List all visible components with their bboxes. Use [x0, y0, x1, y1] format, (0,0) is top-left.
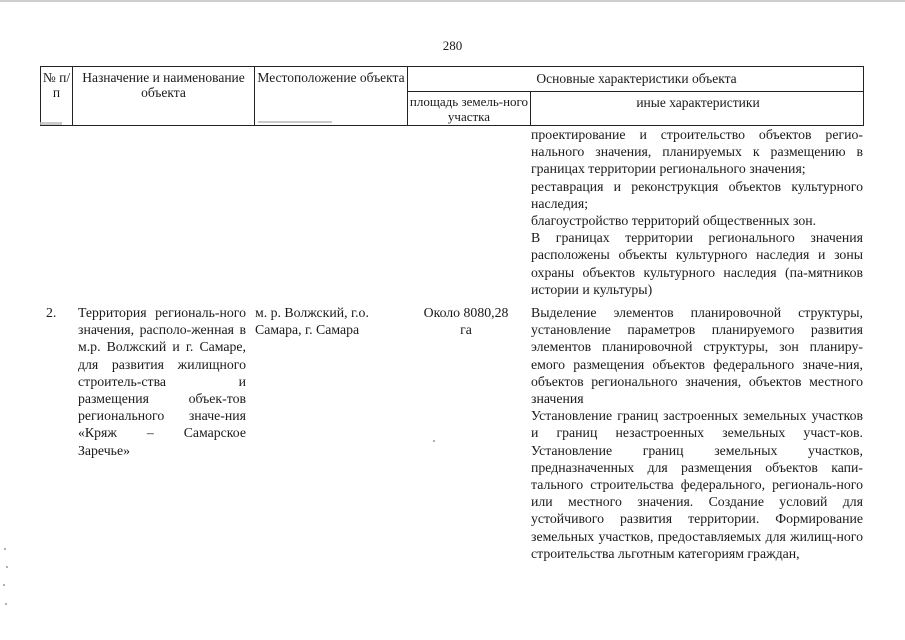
row-other-characteristics	[531, 304, 863, 562]
row-other-paragraph: Установление границ застроенных земельных участков и границ незастроенных земельных участ-ков. Установление границ земельных участков, предназначенных для размещения объектов капи-тального строительства федерального, региональ-ного или местного значения. Создание условий для устойчивого развития территории. Формирование земельных участков, предоставляемых для жилищ-ного строительства льготным категориям граждан,	[531, 408, 863, 561]
row-object-name: Территория региональ-ного значения, располо-женная в м.р. Волжский и г. Самаре, для развития жилищного строитель-ства и размещения объек-тов регионального значе-ния «Кряж – Самарское Заречье»	[78, 305, 246, 458]
continuation-text	[531, 126, 863, 298]
page-top-border	[0, 0, 905, 2]
row-other-paragraph: Выделение элементов планировочной структуры, установление параметров планируемого развития элементов планировочной структуры, зон планиру-емого размещения объектов федерального значе-ния, объектов регионального значения, объектов местного значения	[531, 305, 863, 407]
header-characteristics: Основные характеристики объекта	[536, 71, 737, 86]
header-area: площадь земель-ного участка	[409, 94, 529, 124]
page-number: 280	[442, 38, 463, 53]
header-other: иные характеристики	[636, 95, 760, 110]
scan-artifact	[3, 584, 5, 586]
scan-artifact	[258, 121, 332, 123]
table-header	[40, 66, 864, 126]
row-location: м. р. Волжский, г.о. Самара, г. Самара	[255, 305, 369, 338]
scan-artifact	[5, 603, 7, 605]
header-subdivider	[407, 91, 863, 92]
scan-artifact	[6, 566, 8, 568]
continuation-paragraph: благоустройство территорий общественных зон.	[531, 213, 817, 229]
header-num: № п/п	[42, 70, 71, 100]
header-location: Местоположение объекта	[257, 70, 405, 85]
header-name: Назначение и наименование объекта	[82, 70, 245, 100]
scan-artifact	[433, 440, 435, 442]
row-number: 2.	[46, 305, 57, 320]
scan-artifact	[40, 122, 62, 125]
continuation-paragraph: В границах территории регионального значения расположены объекты культурного наследия и зоны охраны объектов культурного наследия (па-мятников истории и культуры)	[531, 230, 863, 297]
scan-artifact	[4, 548, 6, 550]
row-area: Около 8080,28 га	[423, 305, 509, 338]
continuation-paragraph: реставрация и реконструкция объектов культурного наследия;	[531, 178, 863, 211]
continuation-paragraph: проектирование и строительство объектов регио-нального значения, планируемых к размещению в границах территории регионального значения;	[531, 127, 863, 177]
